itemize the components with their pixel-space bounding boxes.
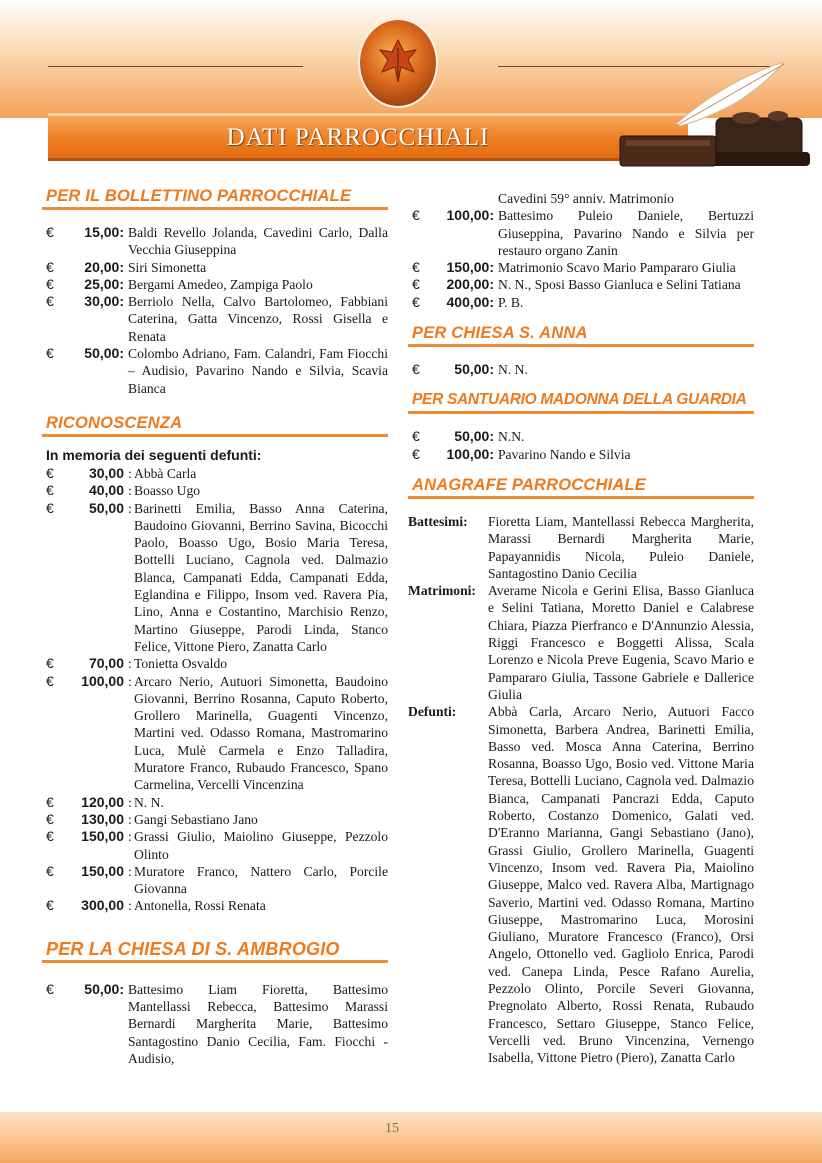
donor-names: N. N. [134, 794, 164, 810]
donation-amount: 25,00: [84, 275, 124, 292]
donation-amount: 400,00: [446, 293, 494, 310]
euro-sign: € [46, 672, 54, 689]
footer-band [0, 1112, 822, 1163]
subheading-defunti: In memoria dei seguenti defunti: [46, 446, 262, 463]
euro-sign: € [412, 428, 420, 445]
donation-amount: 300,00 [81, 897, 124, 914]
euro-sign: € [46, 828, 54, 845]
euro-sign: € [46, 980, 54, 997]
euro-sign: € [46, 499, 54, 516]
section-heading-bollettino: PER IL BOLLETTINO PARROCCHIALE [42, 186, 388, 210]
donor-names: Arcaro Nerio, Autuori Simonetta, Baudoino Giovanni, Berrino Rosanna, Caputo Roberto, Grollero Marinella, Guagenti Vincenzo, Martini ved. Odasso Romana, Mastromarino Luca, Mulè Carmela e Enzo Talladira, Muratore Franco, Rubaudo Francesco, Spano Carmelina, Vercelli Vincenzina [134, 673, 388, 793]
donor-names: Battesimo Puleio Daniele, Bertuzzi Giuseppina, Pavarino Nando e Silvia per restauro organo Zanin [498, 208, 754, 258]
section-heading-guardia: PER SANTUARIO MADONNA DELLA GUARDIA [408, 390, 754, 414]
donation-amount: 50,00: [84, 345, 124, 362]
euro-sign: € [412, 293, 420, 310]
euro-sign: € [46, 897, 54, 914]
left-column [42, 186, 388, 1067]
donor-names: Boasso Ugo [134, 483, 201, 499]
donation-row [42, 345, 388, 397]
donor-names: N. N., Sposi Basso Gianluca e Selini Tatiana [498, 277, 741, 293]
euro-sign: € [46, 655, 54, 672]
donation-row [42, 276, 388, 293]
donation-row: € 30,00 : Abbà Carla [42, 465, 388, 482]
riconoscenza-list [42, 465, 388, 915]
bollettino-list [42, 224, 388, 397]
donor-names: Muratore Franco, Nattero Carlo, Porcile Giovanna [134, 863, 388, 897]
donation-amount: 20,00: [84, 258, 124, 275]
donation-amount: 30,00: [84, 293, 124, 310]
donor-names: Tonietta Osvaldo [134, 656, 228, 672]
donor-names: Colombo Adriano, Fam. Calandri, Fam Fiocchi – Audisio, Pavarino Nando e Silvia, Scavia Bianca [128, 346, 388, 396]
donation-amount: 50,00: [454, 428, 494, 445]
euro-sign: € [412, 445, 420, 462]
donation-amount: 120,00 [81, 793, 124, 810]
donation-amount: 50,00: [84, 980, 124, 997]
section-heading-riconoscenza: RICONOSCENZA [42, 413, 388, 437]
title-bar [48, 113, 688, 161]
matrimoni-names: Averame Nicola e Gerini Elisa, Basso Gianluca e Selini Tatiana, Moretto Daniel e Calabrese Chiara, Piazza Pierfranco e D'Annunzio Alessia, Riggi Francesco e Boggetti Alissa, Scala Lorenzo e Nicola Preve Eugenia, Scavo Mario e Pampararo Giulia, Tassone Gabriele e Dallerice Giulia [488, 583, 754, 702]
euro-sign: € [46, 810, 54, 827]
donation-amount: 200,00: [446, 276, 494, 293]
donation-amount: 100,00 [81, 672, 124, 689]
euro-sign: € [46, 793, 54, 810]
page-title: DATI PARROCCHIALI [226, 124, 490, 151]
donation-row: € 300,00 : Antonella, Rossi Renata [42, 897, 388, 914]
donation-row: € 150,00 : Grassi Giulio, Maiolino Giuseppe, Pezzolo Olinto [42, 828, 388, 863]
defunti-label: Defunti: [408, 704, 457, 720]
donation-amount: 15,00: [84, 224, 124, 240]
euro-sign: € [46, 482, 54, 499]
defunti-names: Abbà Carla, Arcaro Nerio, Autuori Facco Simonetta, Barbera Andrea, Barinetti Emilia, Basso ved. Mosca Anna Caterina, Berrino Rosanna, Boasso Ugo, Bosio ved. Vittone Maria Teresa, Bottelli Luciano, Cagnola ved. Dalmazio Bianca, Campanati Pancrazi Edda, Caputo Roberto, Costanzo Domenico, Galati ved. D'Eranno Marianna, Gangi Sebastiano (Jano), Grassi Giulio, Grollero Marinella, Guagenti Vincenzo, Insom ved. Ravera Pia, Maiolino Giuseppe, Malco ved. Ravera Alba, Martignago Saverio, Martini ved. Odasso Romana, Martino Giuseppe, Mastromarino Luca, Morosini Giuliano, Muratore Francesco (Franco), Orsi Angelo, Ottonello ved. Gagliolo Enrica, Parodi ved. Canepa Linda, Pesce Rafano Aurelia, Pezzolo Olinto, Porcile Severi Giovanna, Pregnolato Alberto, Rossi Renata, Rubaudo Francesco, Settaro Giuseppe, Stanco Felice, Vercelli ved. Bruno Vincenzina, Vernengo Isabella, Vittone Pietro (Piero), Zanatta Carlo [488, 704, 754, 1066]
euro-sign: € [412, 361, 420, 378]
donation-row: € 100,00 : Arcaro Nerio, Autuori Simonetta, Baudoino Giovanni, Berrino Rosanna, Caputo Roberto, Grollero Marinella, Guagenti Vincenzo, Martini ved. Odasso Romana, Mastromarino Luca, Mulè Carmela e Enzo Talladira, Muratore Franco, Rubaudo Francesco, Spano Carmelina, Vercelli Vincenzina [42, 673, 388, 794]
donation-row [408, 446, 754, 463]
anagrafe-defunti [408, 703, 754, 1066]
donation-row: € 150,00 : Muratore Franco, Nattero Carlo, Porcile Giovanna [42, 863, 388, 898]
donation-row [408, 428, 754, 445]
donation-row [42, 224, 388, 259]
euro-sign: € [46, 464, 54, 481]
donor-names: Battesimo Liam Fioretta, Battesimo Mantellassi Rebecca, Battesimo Marassi Bernardi Margherita Marie, Battesimo Santagostino Danio Cecilia, Fam. Fiocchi - Audisio, [128, 981, 388, 1066]
donor-names: Siri Simonetta [128, 259, 207, 275]
donation-amount: 40,00 [88, 482, 124, 499]
donor-names: Berriolo Nella, Calvo Bartolomeo, Fabbiani Caterina, Gatta Vincenzo, Rossi Gisella e Renata [128, 294, 388, 344]
donation-amount: 100,00: [446, 445, 494, 462]
euro-sign: € [46, 258, 54, 275]
donation-row [408, 361, 754, 378]
euro-sign: € [412, 207, 420, 224]
section-heading-ambrogio: PER LA CHIESA DI S. AMBROGIO [42, 939, 388, 963]
donation-amount: 150,00 [81, 828, 124, 845]
header-rule-left [48, 66, 303, 67]
euro-sign: € [412, 276, 420, 293]
donation-row [42, 981, 388, 1067]
inkwell-quill-icon [616, 60, 816, 185]
donor-names: Baldi Revello Jolanda, Cavedini Carlo, Dalla Vecchia Giuseppina [128, 225, 388, 258]
donation-row: € 120,00 : N. N. [42, 794, 388, 811]
euro-sign: € [412, 259, 420, 276]
battesimi-names: Fioretta Liam, Mantellassi Rebecca Margherita, Marassi Bernardi Margherita Marie, Papayannidis Nicola, Puleio Daniele, Santagostino Danio Cecilia [488, 513, 754, 581]
donation-row: € 40,00 : Boasso Ugo [42, 482, 388, 499]
donor-names: N. N. [498, 362, 528, 378]
donor-names: Grassi Giulio, Maiolino Giuseppe, Pezzolo Olinto [134, 829, 388, 862]
battesimi-label: Battesimi: [408, 513, 468, 529]
donation-amount: 50,00 [88, 499, 124, 516]
euro-sign: € [46, 293, 54, 310]
donation-row [408, 259, 754, 276]
donation-amount: 130,00 [81, 810, 124, 827]
donation-amount: 70,00 [88, 655, 124, 672]
donation-row [408, 294, 754, 311]
donation-row [42, 259, 388, 276]
right-column [408, 190, 754, 1066]
matrimoni-label: Matrimoni: [408, 583, 476, 599]
donor-names: Bergami Amedeo, Zampiga Paolo [128, 276, 313, 292]
donation-row [408, 276, 754, 293]
donor-names: Pavarino Nando e Silvia [498, 446, 631, 462]
donation-row [408, 207, 754, 259]
anagrafe-battesimi [408, 513, 754, 582]
donation-row [42, 293, 388, 345]
euro-sign: € [46, 224, 54, 240]
anagrafe-matrimoni [408, 582, 754, 703]
continued-text: Cavedini 59° anniv. Matrimonio [498, 191, 674, 206]
donation-amount: 150,00: [446, 259, 494, 276]
euro-sign: € [46, 275, 54, 292]
euro-sign: € [46, 345, 54, 362]
donation-row: € 70,00 : Tonietta Osvaldo [42, 655, 388, 672]
donor-names: Barinetti Emilia, Basso Anna Caterina, Baudoino Giovanni, Berrino Savina, Bicocchi Paolo, Boasso Ugo, Bosio Maria Teresa, Bottelli Luciano, Cagnola ved. Dalmazio Blanca, Campanati Edda, Campanati Edda, Eglandina e Filippo, Insom ved. Ravera Pia, Lino, Anna e Costantino, Marchisio Renzo, Martino Giuseppe, Parodi Linda, Stanco Felice, Vittone Piero, Zanatta Carlo [134, 500, 388, 654]
section-heading-anna: PER CHIESA S. ANNA [408, 323, 754, 347]
donor-names: P. B. [498, 294, 524, 310]
page-number: 15 [385, 1121, 399, 1136]
euro-sign: € [46, 862, 54, 879]
autumn-leaves-medallion [358, 18, 438, 108]
donation-row: € 130,00 : Gangi Sebastiano Jano [42, 811, 388, 828]
donation-amount: 100,00: [446, 207, 494, 224]
ambrogio-list [42, 981, 388, 1067]
section-heading-anagrafe: ANAGRAFE PARROCCHIALE [408, 475, 754, 499]
donation-amount: 150,00 [81, 862, 124, 879]
donor-names: N.N. [498, 429, 525, 445]
donor-names: Abbà Carla [134, 465, 197, 481]
donation-row: € 50,00 : Barinetti Emilia, Basso Anna Caterina, Baudoino Giovanni, Berrino Savina, Bicocchi Paolo, Boasso Ugo, Bosio Maria Teresa, Bottelli Luciano, Cagnola ved. Dalmazio Blanca, Campanati Edda, Campanati Edda, Eglandina e Filippo, Insom ved. Ravera Pia, Lino, Anna e Costantino, Marchisio Renzo, Martino Giuseppe, Parodi Linda, Stanco Felice, Vittone Piero, Zanatta Carlo [42, 500, 388, 656]
donor-names: Matrimonio Scavo Mario Pampararo Giulia [498, 260, 736, 276]
donation-amount: 30,00 [88, 464, 124, 481]
donation-amount: 50,00: [454, 361, 494, 378]
donor-names: Antonella, Rossi Renata [134, 898, 266, 914]
donor-names: Gangi Sebastiano Jano [134, 811, 258, 827]
